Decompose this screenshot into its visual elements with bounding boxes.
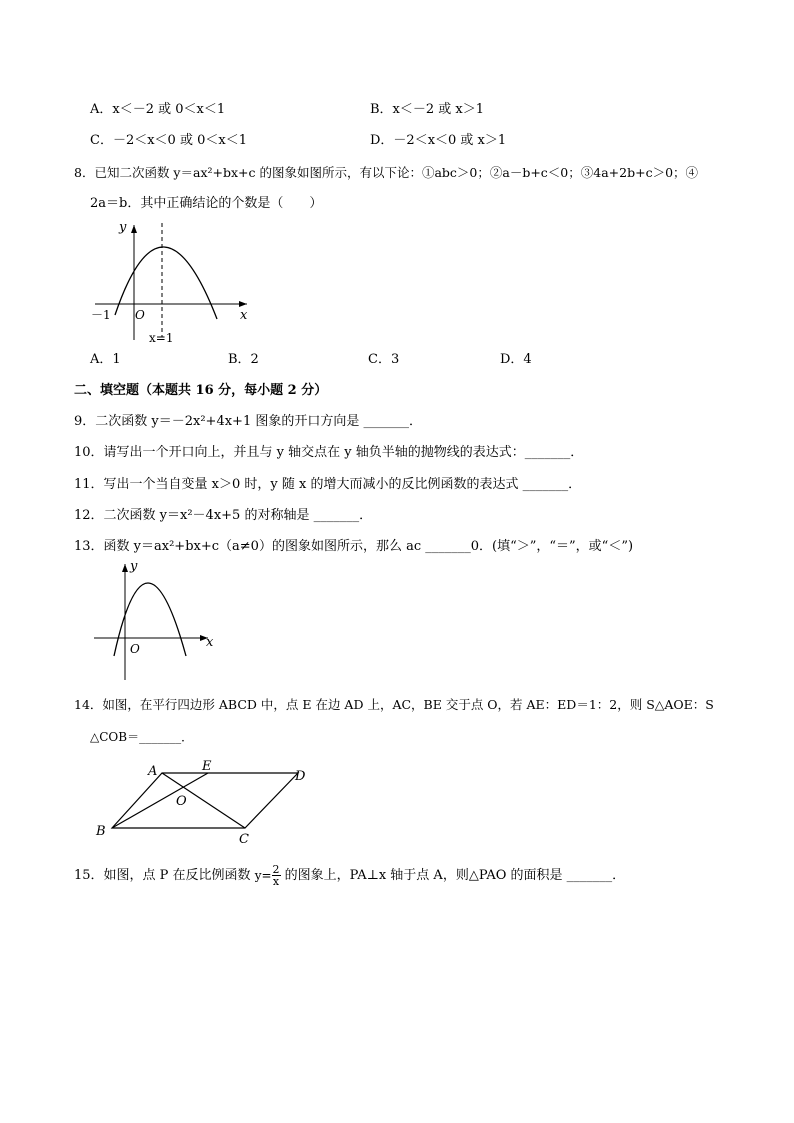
q8-y-label: y bbox=[119, 220, 127, 235]
q8-option-d: D．4 bbox=[500, 352, 532, 367]
q8-option-c: C．3 bbox=[368, 352, 400, 367]
q7-option-d: D．－2＜x＜0 或 x＞1 bbox=[370, 133, 507, 148]
q13-parabola-figure bbox=[90, 558, 220, 683]
q14-point-d: D bbox=[295, 769, 306, 784]
section2-title: 二、填空题（本题共 16 分，每小题 2 分） bbox=[74, 383, 328, 398]
q14-point-c: C bbox=[239, 832, 249, 847]
q15-func-denominator: x bbox=[272, 875, 280, 888]
q15-fraction bbox=[272, 864, 281, 887]
q13-origin-label: O bbox=[130, 642, 140, 656]
q8-parabola-figure bbox=[85, 215, 260, 345]
q14-stem-line1: 14．如图，在平行四边形 ABCD 中，点 E 在边 AD 上，AC，BE 交于点 O，若 AE：ED＝1：2，则 S△AOE：S bbox=[74, 697, 714, 712]
q15-func-y: y= bbox=[254, 868, 272, 883]
q14-point-o: O bbox=[176, 794, 187, 809]
q8-x-label: x bbox=[240, 308, 248, 323]
q9-stem: 9．二次函数 y＝－2x²+4x+1 图象的开口方向是 _______． bbox=[74, 414, 422, 429]
q15-stem-post: 的图象上，PA⊥x 轴于点 A，则△PAO 的面积是 _______． bbox=[280, 868, 626, 883]
q7-option-c: C．－2＜x＜0 或 0＜x＜1 bbox=[90, 133, 247, 148]
q8-axis-of-symmetry-label: x=1 bbox=[149, 331, 174, 345]
q14-point-b: B bbox=[96, 824, 106, 839]
q8-stem-line2: 2a＝b．其中正确结论的个数是（ ） bbox=[90, 196, 323, 211]
q11-stem: 11．写出一个当自变量 x＞0 时，y 随 x 的增大而减小的反比例函数的表达式 _______． bbox=[74, 477, 582, 492]
q12-stem: 12．二次函数 y＝x²－4x+5 的对称轴是 _______． bbox=[74, 508, 373, 523]
q8-option-b: B．2 bbox=[228, 352, 259, 367]
q14-stem-line2: △COB＝_______． bbox=[90, 730, 194, 744]
q15-function-expression bbox=[255, 864, 281, 887]
q14-point-a: A bbox=[148, 764, 158, 779]
q8-neg-one-label: －1 bbox=[91, 308, 111, 322]
q7-option-a: A．x＜－2 或 0＜x＜1 bbox=[90, 102, 226, 117]
q7-option-b: B．x＜－2 或 x＞1 bbox=[370, 102, 485, 117]
q13-y-label: y bbox=[130, 559, 138, 574]
q8-stem-line1: 8．已知二次函数 y＝ax²+bx+c 的图象如图所示，有以下论：①abc＞0；②a－b+c＜0；③4a+2b+c＞0；④ bbox=[74, 165, 699, 180]
q8-option-a: A．1 bbox=[90, 352, 121, 367]
q15-stem-pre: 15．如图，点 P 在反比例函数 bbox=[74, 868, 255, 883]
q10-stem: 10．请写出一个开口向上，并且与 y 轴交点在 y 轴负半轴的抛物线的表达式：_______． bbox=[74, 445, 584, 460]
q14-parallelogram-figure bbox=[90, 757, 320, 852]
q14-point-e: E bbox=[202, 759, 212, 774]
q15-stem bbox=[74, 864, 625, 887]
q15-func-numerator: 2 bbox=[272, 863, 280, 876]
q13-x-label: x bbox=[206, 635, 214, 650]
q8-origin-label: O bbox=[135, 308, 145, 322]
q13-stem: 13．函数 y＝ax²+bx+c（a≠0）的图象如图所示，那么 ac _______0．(填“＞”，“＝”，或“＜”) bbox=[74, 539, 634, 554]
